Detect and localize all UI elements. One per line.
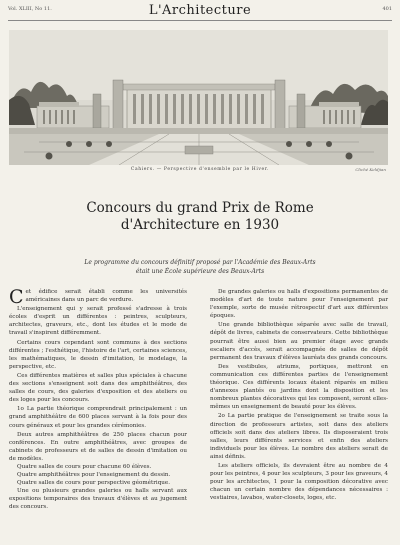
article-title-line-1: Concours du grand Prix de Rome (86, 200, 314, 216)
paragraph: 1o La partie théorique comprendrait principalement : un grand amphithéâtre de 600 places servant à la fois pour des cours généraux et pour les grandes cérémonies. (9, 406, 187, 429)
paragraph: Cet édifice serait établi comme les universités américaines dans un parc de verdure. (9, 286, 187, 308)
perspective-drawing (9, 30, 388, 165)
header-rule (8, 20, 392, 21)
paragraph: 2o La partie pratique de l'enseignement se traite sous la direction de professeurs artistes, soit dans des ateliers officiels soit dans des ateliers libres. Ils disposeraient trois salles, leurs différents services et enfin des ateliers individuels pour les élèves. Le nombre des ateliers serait de ainsi définis. (210, 413, 388, 460)
paragraph: Une ou plusieurs grandes galeries ou halls servant aux expositions temporaires des travaux d'élèves et au jugement des concours. (9, 488, 187, 511)
paragraph: De grandes galeries ou halls d'expositions permanentes de modèles d'art de toute nature pour l'enseignement par l'exemple, sorte de musée rétrospectif d'art aux différentes époques. (210, 289, 388, 320)
paragraph: Quatre amphithéâtres pour l'enseignement du dessin. (17, 472, 171, 479)
paragraph: Quatre salles de cours pour perspective géométrique. (17, 480, 170, 487)
perspective-plate (9, 30, 388, 165)
left-column (9, 288, 187, 512)
paragraph: Des vestibules, atriums, portiques, mettront en communication ces différentes parties de l'enseignement théorique. Ces différents locaux étaient réparés en milieu d'annexes plantés ou jardins dont la disposition et les nombreux plantes décoratives qui les composent, seront elles-mêmes un enseignement de beauté pour les élèves. (210, 363, 388, 411)
article-subtitle (40, 258, 360, 276)
paragraph: Deux autres amphithéâtres de 250 places chacun pour conférences. En outre amphithéâtres, avec groupes de cabinets de professeurs et de salles de dessin d'imitation ou de modèles. (9, 431, 187, 462)
paragraph: Certains cours cependant sont communs à des sections différentes ; l'esthétique, l'histoire de l'art, certaines sciences, les mathématiques, le dessin d'imitation, le modelage, la perspective, etc. (9, 339, 187, 370)
article-title (0, 200, 400, 234)
article-subtitle-line-2: était une École supérieure des Beaux-Arts (135, 268, 265, 275)
right-column (210, 288, 388, 502)
page-number: 401 (382, 6, 392, 12)
volume-label: Vol. XLIII, No 11. (8, 6, 52, 12)
paragraph: Quatre salles de cours pour chacune 60 élèves. (17, 463, 152, 470)
article-subtitle-line-1: Le programme du concours définitif proposé par l'Académie des Beaux-Arts (84, 259, 316, 266)
paragraph: Ces différentes matières et salles plus spéciales à chacune des sections s'enseignent soit dans des amphithéâtres, des salles de cours, des galeries d'exposition et des ateliers ou des loges pour les concours. (9, 372, 187, 404)
plate-credit: Cliché Keldjian (355, 167, 386, 172)
paragraph: Les ateliers officiels, ils devraient être au nombre de 4 pour les peintres, 4 pour les sculpteurs, 3 pour les graveurs, 4 pour les architectes, 1 pour la composition décorative avec chacun un certain nombre des dépendances nécessaires : vestiaires, lavabos, water-closets, loges, etc. (210, 462, 388, 502)
article-title-line-2: d'Architecture en 1930 (120, 217, 280, 233)
drop-cap: C (9, 286, 24, 308)
journal-title: L'Architecture (148, 3, 252, 18)
paragraph: L'enseignement qui y serait professé s'adresse à trois écoles d'esprit un différentes : peintres, sculpteurs, architectes, graveurs, etc., dont les études et le mode de travail s'inspirent différemment. (9, 306, 187, 337)
plate-caption: Cahiers. — Perspective d'ensemble par le Hiver. (130, 167, 270, 172)
paragraph: Une grande bibliothèque séparée avec salle de travail, dépôt de livres, cabinets de conservateurs. Cette bibliothèque pourrait être aussi bien au premier étage avec grands escaliers d'accès, serait accompagnée de salles de dépôt permanent des travaux d'élèves lauréats des grands concours. (210, 322, 388, 361)
